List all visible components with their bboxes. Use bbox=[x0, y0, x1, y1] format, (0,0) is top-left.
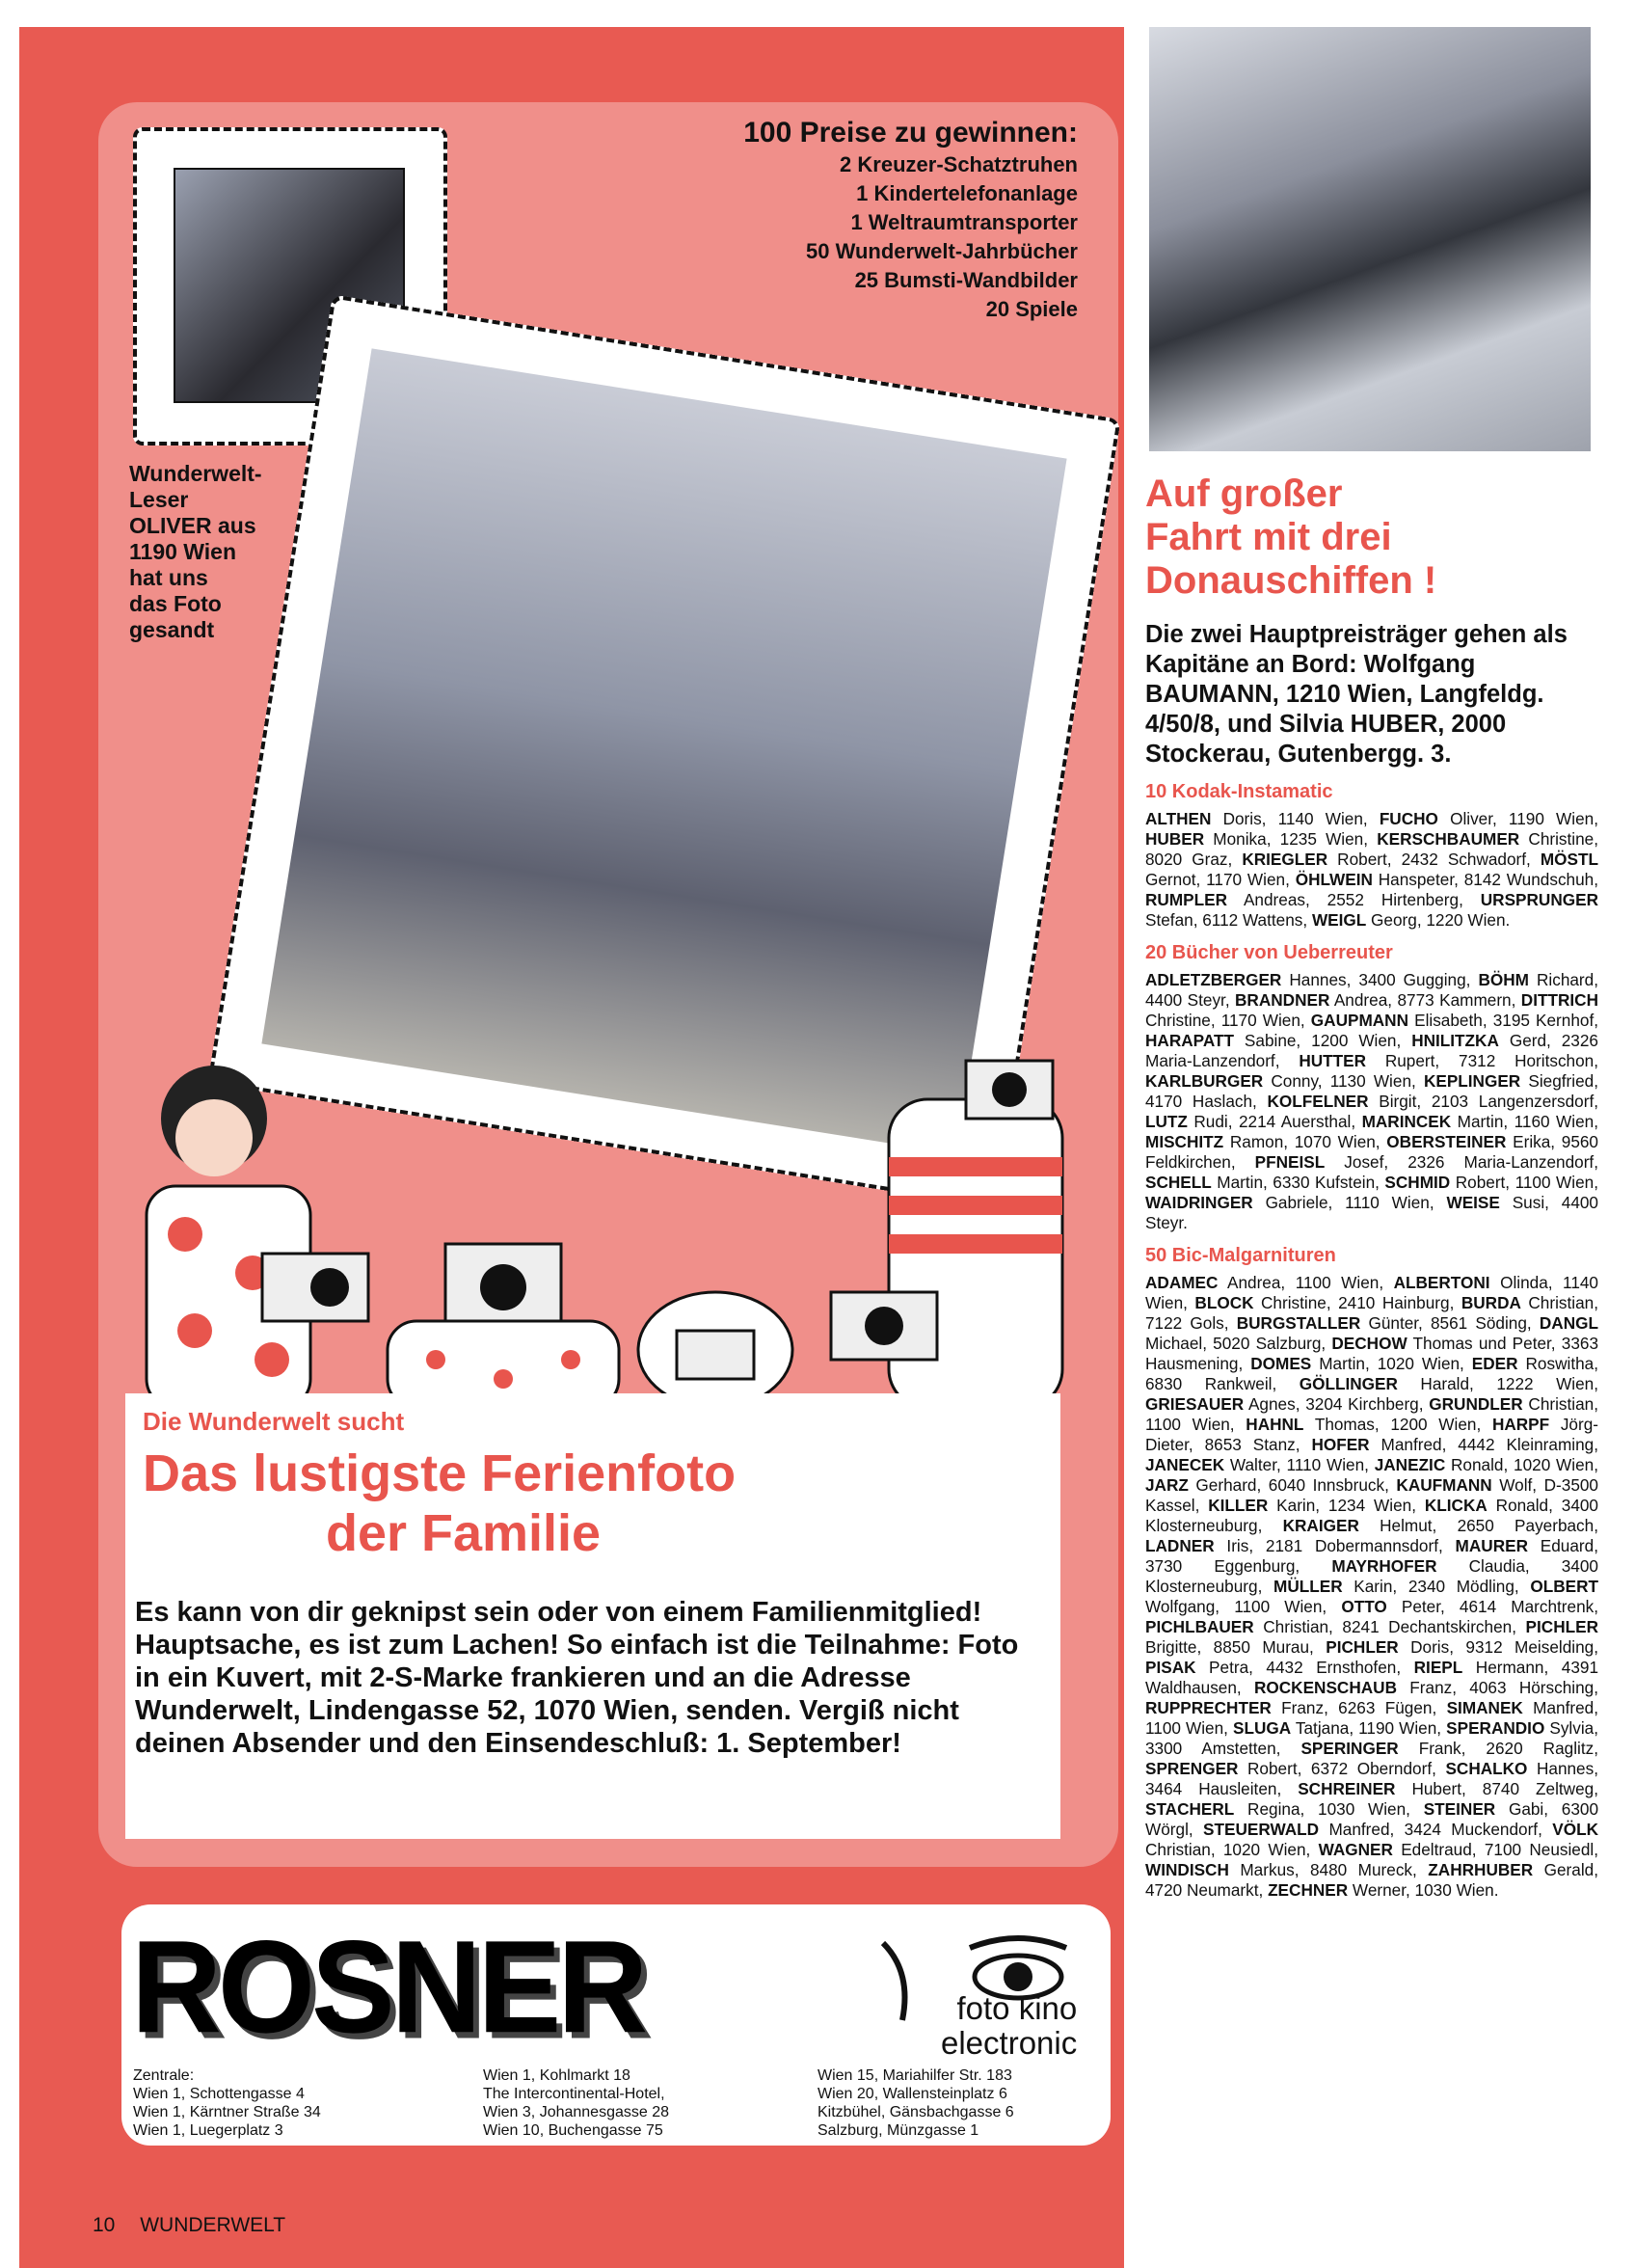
winner-surname: GRIESAUER bbox=[1145, 1394, 1245, 1414]
prize-item: 1 Weltraumtransporter bbox=[850, 210, 1078, 234]
winner-surname: ÖHLWEIN bbox=[1295, 870, 1373, 889]
winner-details: Christian, 1100 Wien, bbox=[1145, 1394, 1599, 1434]
winner-surname: SLUGA bbox=[1233, 1718, 1292, 1738]
winner-details: Erika, 9560 Feldkirchen, bbox=[1145, 1132, 1598, 1172]
winner-surname: ALBERTONI bbox=[1393, 1273, 1490, 1292]
winner-surname: KOLFELNER bbox=[1267, 1092, 1369, 1111]
winner-details: Edeltraud, 7100 Neusiedl, bbox=[1392, 1840, 1598, 1859]
winner-surname: MÖSTL bbox=[1540, 850, 1598, 869]
winner-surname: BURGSTALLER bbox=[1236, 1313, 1361, 1333]
prize-item: 1 Kindertelefonanlage bbox=[856, 181, 1078, 205]
winner-surname: GRUNDLER bbox=[1429, 1394, 1523, 1414]
page-footer bbox=[93, 2214, 305, 2237]
winner-details: Christian, 7122 Gols, bbox=[1145, 1293, 1598, 1333]
winner-details: Sylvia, 3300 Amstetten, bbox=[1145, 1718, 1598, 1758]
winner-surname: STEUERWALD bbox=[1203, 1820, 1320, 1839]
winner-details: Susi, 4400 Steyr. bbox=[1145, 1193, 1598, 1232]
contest-body: Es kann von dir geknipst sein oder von einem Familienmitglied! Hauptsache, es ist zum Lachen! So einfach ist die Teilnahme: Foto in ein Kuvert, mit 2-S-Marke frankieren und an die Adresse Wunderwelt, Lindengasse 52, 1070 Wien, senden. Vergiß nicht deinen Absender und den Einsendeschluß: 1. September! bbox=[135, 1597, 1019, 1759]
winner-surname: PISAK bbox=[1145, 1658, 1196, 1677]
winner-surname: RUMPLER bbox=[1145, 890, 1227, 909]
address-column-3 bbox=[818, 2066, 1014, 2140]
winner-details: Gabi, 6300 Wörgl, bbox=[1145, 1799, 1599, 1839]
winner-sections bbox=[1145, 781, 1598, 1901]
winner-surname: ALTHEN bbox=[1145, 809, 1212, 828]
winner-surname: WEIGL bbox=[1311, 910, 1367, 930]
winner-details: Georg, 1220 Wien. bbox=[1366, 910, 1511, 930]
address-line: Salzburg, Münzgasse 1 bbox=[818, 2122, 979, 2139]
winner-surname: KAUFMANN bbox=[1396, 1475, 1492, 1495]
winner-surname: MISCHITZ bbox=[1145, 1132, 1224, 1151]
winner-details: Birgit, 2103 Langenzersdorf, bbox=[1368, 1092, 1598, 1111]
rosner-advertisement bbox=[121, 1904, 1111, 2146]
winner-surname: KARLBURGER bbox=[1145, 1071, 1264, 1091]
winner-details: Christine, 8020 Graz, bbox=[1145, 829, 1598, 869]
caption-line: 1190 Wien bbox=[129, 539, 237, 564]
address-line: Wien 3, Johannesgasse 28 bbox=[483, 2104, 670, 2120]
winner-details: Christine, 2410 Hainburg, bbox=[1253, 1293, 1461, 1312]
winner-surname: SCHMID bbox=[1384, 1173, 1451, 1192]
ad-tagline bbox=[941, 1991, 1077, 2061]
winner-surname: URSPRUNGER bbox=[1480, 890, 1598, 909]
winner-details: Frank, 2620 Raglitz, bbox=[1398, 1739, 1598, 1758]
winner-details: Walter, 1110 Wien, bbox=[1224, 1455, 1375, 1474]
caption-line: hat uns bbox=[129, 565, 208, 590]
winner-details: Hermann, 4391 Waldhausen, bbox=[1145, 1658, 1598, 1697]
winners-title bbox=[1145, 472, 1598, 603]
winner-surname: OLBERT bbox=[1530, 1577, 1599, 1596]
winner-details: Markus, 8480 Mureck, bbox=[1228, 1860, 1429, 1879]
prize-heading: 100 Preise zu gewinnen: bbox=[743, 117, 1078, 148]
winner-details: Brigitte, 8850 Murau, bbox=[1145, 1637, 1327, 1657]
caption-line: gesandt bbox=[129, 617, 215, 642]
winner-details: Roswitha, 6830 Rankweil, bbox=[1145, 1354, 1598, 1393]
winner-surname: MAYRHOFER bbox=[1331, 1556, 1437, 1576]
tagline-2: electronic bbox=[941, 2025, 1078, 2061]
girl-left-figure bbox=[147, 1066, 310, 1408]
main-winners-lead: Die zwei Hauptpreisträger gehen als Kapitäne an Bord: Wolfgang BAUMANN, 1210 Wien, Langfeldg. 4/50/8, und Silvia HUBER, 2000 Stockerau, Gutenbergg. 3. bbox=[1145, 621, 1568, 768]
winner-details: Josef, 2326 Maria-Lanzendorf, bbox=[1325, 1152, 1598, 1172]
winner-surname: HOFER bbox=[1311, 1435, 1370, 1454]
winner-surname: PFNEISL bbox=[1254, 1152, 1326, 1172]
camera-2 bbox=[445, 1244, 561, 1321]
winner-surname: DANGL bbox=[1539, 1313, 1598, 1333]
section-title: 10 Kodak-Instamatic bbox=[1145, 781, 1333, 802]
winner-surname: HARAPATT bbox=[1145, 1031, 1234, 1050]
address-line: Wien 15, Mariahilfer Str. 183 bbox=[818, 2067, 1012, 2084]
winner-details: Siegfried, 4170 Haslach, bbox=[1145, 1071, 1598, 1111]
winner-surname: HARPF bbox=[1491, 1415, 1550, 1434]
camera-1 bbox=[262, 1254, 368, 1321]
winner-details: Gerald, 4720 Neumarkt, bbox=[1145, 1860, 1598, 1900]
winner-surname: WINDISCH bbox=[1145, 1860, 1229, 1879]
winner-details: Sabine, 1200 Wien, bbox=[1233, 1031, 1412, 1050]
section-title: 20 Bücher von Ueberreuter bbox=[1145, 942, 1393, 963]
winner-details: Jörg-Dieter, 8653 Stanz, bbox=[1145, 1415, 1598, 1454]
winner-surname: SPERINGER bbox=[1300, 1739, 1399, 1758]
winner-surname: SCHREINER bbox=[1298, 1779, 1396, 1798]
winner-details: Martin, 6330 Kufstein, bbox=[1211, 1173, 1385, 1192]
winner-details: Manfred, 1100 Wien, bbox=[1145, 1698, 1598, 1738]
winner-surname: WAGNER bbox=[1318, 1840, 1393, 1859]
tagline-1: foto kino bbox=[956, 1990, 1078, 2026]
winner-surname: JANEZIC bbox=[1374, 1455, 1446, 1474]
winner-surname: PICHLER bbox=[1326, 1637, 1399, 1657]
winner-list bbox=[1145, 1273, 1598, 1901]
winner-details: Peter, 4614 Marchtrenk, bbox=[1386, 1597, 1598, 1616]
winner-details: Günter, 8561 Söding, bbox=[1360, 1313, 1540, 1333]
winner-surname: SPRENGER bbox=[1145, 1759, 1239, 1778]
winner-details: Gerhard, 6040 Innsbruck, bbox=[1188, 1475, 1397, 1495]
winner-details: Tatjana, 1190 Wien, bbox=[1291, 1718, 1447, 1738]
address-line: Zentrale: bbox=[133, 2067, 195, 2084]
winner-details: Ronald, 3400 Klosterneuburg, bbox=[1145, 1496, 1598, 1535]
winner-surname: BÖHM bbox=[1478, 970, 1529, 989]
winner-details: Helmut, 2650 Payerbach, bbox=[1358, 1516, 1598, 1535]
winner-surname: BURDA bbox=[1461, 1293, 1521, 1312]
winner-details: Ronald, 1020 Wien, bbox=[1445, 1455, 1598, 1474]
danube-ship-photo bbox=[1149, 27, 1591, 451]
winner-list bbox=[1145, 970, 1598, 1233]
winner-details: Christine, 1170 Wien, bbox=[1145, 1011, 1311, 1030]
winner-surname: DITTRICH bbox=[1520, 990, 1598, 1010]
winner-surname: OBERSTEINER bbox=[1386, 1132, 1507, 1151]
contest-headline bbox=[143, 1444, 736, 1563]
prize-item: 2 Kreuzer-Schatztruhen bbox=[840, 152, 1078, 176]
winner-list bbox=[1145, 809, 1598, 931]
winner-surname: ROCKENSCHAUB bbox=[1253, 1678, 1397, 1697]
child-camera-3 bbox=[638, 1292, 792, 1408]
winner-surname: KEPLINGER bbox=[1423, 1071, 1521, 1091]
winner-surname: JARZ bbox=[1145, 1475, 1189, 1495]
winner-surname: KERSCHBAUMER bbox=[1377, 829, 1520, 849]
winner-details: Hannes, 3400 Gugging, bbox=[1281, 970, 1479, 989]
winner-surname: JANECEK bbox=[1145, 1455, 1225, 1474]
address-line: Wien 20, Wallensteinplatz 6 bbox=[818, 2086, 1007, 2102]
winner-details: Manfred, 4442 Kleinraming, bbox=[1369, 1435, 1598, 1454]
winner-surname: OTTO bbox=[1341, 1597, 1387, 1616]
winner-surname: ADLETZBERGER bbox=[1145, 970, 1282, 989]
address-line: Wien 10, Buchengasse 75 bbox=[483, 2122, 663, 2139]
winner-details: Franz, 4063 Hörsching, bbox=[1397, 1678, 1598, 1697]
winner-surname: KLICKA bbox=[1424, 1496, 1488, 1515]
children-beach-tent-image bbox=[261, 348, 1066, 1153]
caption-line: das Foto bbox=[129, 591, 222, 616]
winner-details: Gernot, 1170 Wien, bbox=[1145, 870, 1296, 889]
winner-surname: RIEPL bbox=[1413, 1658, 1463, 1677]
prize-item: 25 Bumsti-Wandbilder bbox=[854, 268, 1078, 292]
prize-item: 50 Wunderwelt-Jahrbücher bbox=[806, 239, 1078, 263]
prize-list bbox=[743, 116, 1078, 324]
headline-line-1: Das lustigste Ferienfoto bbox=[143, 1444, 737, 1502]
address-line: The Intercontinental-Hotel, bbox=[483, 2086, 665, 2102]
winner-details: Franz, 6263 Fügen, bbox=[1271, 1698, 1447, 1717]
winner-surname: PICHLBAUER bbox=[1145, 1617, 1254, 1636]
winner-details: Olinda, 1140 Wien, bbox=[1145, 1273, 1598, 1312]
rosner-logo: ROSNER bbox=[131, 1912, 645, 2061]
address-line: Wien 1, Luegerplatz 3 bbox=[133, 2122, 283, 2139]
winner-surname: EDER bbox=[1471, 1354, 1518, 1373]
magazine-name: WUNDERWELT bbox=[140, 2214, 286, 2236]
winner-surname: ZAHRHUBER bbox=[1428, 1860, 1534, 1879]
winner-details: Christian, 1020 Wien, bbox=[1145, 1840, 1319, 1859]
winner-details: Agnes, 3204 Kirchberg, bbox=[1244, 1394, 1430, 1414]
winner-surname: BRANDNER bbox=[1235, 990, 1330, 1010]
winner-details: Robert, 6372 Oberndorf, bbox=[1238, 1759, 1446, 1778]
page-number: 10 bbox=[93, 2214, 116, 2236]
winner-details: Martin, 1020 Wien, bbox=[1311, 1354, 1472, 1373]
winner-surname: DECHOW bbox=[1331, 1334, 1407, 1353]
winner-details: Doris, 1140 Wien, bbox=[1211, 809, 1380, 828]
winner-details: Werner, 1030 Wien. bbox=[1348, 1880, 1499, 1900]
girl-right-figure bbox=[831, 1061, 1062, 1408]
winner-surname: KRIEGLER bbox=[1242, 850, 1328, 869]
caption-line: Leser bbox=[129, 487, 189, 512]
address-line: Wien 1, Schottengasse 4 bbox=[133, 2086, 305, 2102]
winner-details: Elisabeth, 3195 Kernhof, bbox=[1408, 1011, 1599, 1030]
winner-details: Rudi, 2214 Auersthal, bbox=[1187, 1112, 1362, 1131]
winner-surname: ADAMEC bbox=[1145, 1273, 1219, 1292]
winner-details: Karin, 2340 Mödling, bbox=[1342, 1577, 1531, 1596]
winner-details: Michael, 5020 Salzburg, bbox=[1145, 1334, 1332, 1353]
winner-surname: HUBER bbox=[1145, 829, 1205, 849]
section-title: 50 Bic-Malgarnituren bbox=[1145, 1245, 1336, 1266]
title-line: Fahrt mit drei bbox=[1145, 516, 1392, 558]
prize-item: 20 Spiele bbox=[985, 297, 1078, 321]
winner-surname: STACHERL bbox=[1145, 1799, 1235, 1819]
winner-surname: MAURER bbox=[1455, 1536, 1528, 1555]
winner-surname: SPERANDIO bbox=[1446, 1718, 1545, 1738]
winner-details: Andrea, 1100 Wien, bbox=[1218, 1273, 1394, 1292]
winner-details: Robert, 2432 Schwadorf, bbox=[1327, 850, 1541, 869]
winner-details: Harald, 1222 Wien, bbox=[1397, 1374, 1598, 1393]
winner-surname: SCHELL bbox=[1145, 1173, 1212, 1192]
title-line: Auf großer bbox=[1145, 472, 1343, 515]
winner-details: Wolf, D-3500 Kassel, bbox=[1145, 1475, 1598, 1515]
caption-line: OLIVER aus bbox=[129, 513, 256, 538]
winner-details: Rupert, 7312 Horitschon, bbox=[1366, 1051, 1598, 1070]
winner-details: Conny, 1130 Wien, bbox=[1263, 1071, 1424, 1091]
winner-surname: DOMES bbox=[1250, 1354, 1312, 1373]
caption-line: Wunderwelt- bbox=[129, 461, 262, 486]
winner-surname: BLOCK bbox=[1194, 1293, 1254, 1312]
winner-details: Thomas, 1200 Wien, bbox=[1303, 1415, 1492, 1434]
title-line: Donauschiffen ! bbox=[1145, 559, 1437, 602]
winner-surname: HNILITZKA bbox=[1411, 1031, 1499, 1050]
winner-details: Thomas und Peter, 3363 Hausmening, bbox=[1145, 1334, 1598, 1373]
winner-details: Karin, 1234 Wien, bbox=[1268, 1496, 1425, 1515]
contest-headline-box bbox=[125, 1393, 1060, 1839]
winner-details: Hannes, 3464 Hausleiten, bbox=[1145, 1759, 1598, 1798]
winner-details: Regina, 1030 Wien, bbox=[1234, 1799, 1424, 1819]
winner-details: Richard, 4400 Steyr, bbox=[1145, 970, 1598, 1010]
winner-surname: KILLER bbox=[1208, 1496, 1269, 1515]
address-column-1 bbox=[133, 2066, 321, 2140]
winner-details: Andreas, 2552 Hirtenberg, bbox=[1226, 890, 1481, 909]
winner-surname: KRAIGER bbox=[1282, 1516, 1359, 1535]
winner-details: Monika, 1235 Wien, bbox=[1204, 829, 1378, 849]
winner-surname: MÜLLER bbox=[1273, 1577, 1343, 1596]
winner-surname: HUTTER bbox=[1299, 1051, 1367, 1070]
winner-details: Oliver, 1190 Wien, bbox=[1437, 809, 1598, 828]
winner-details: Iris, 2181 Dobermannsdorf, bbox=[1214, 1536, 1456, 1555]
winner-surname: STEINER bbox=[1423, 1799, 1496, 1819]
winner-details: Gerd, 2326 Maria-Lanzendorf, bbox=[1145, 1031, 1598, 1070]
winner-details: Martin, 1160 Wien, bbox=[1451, 1112, 1598, 1131]
winner-surname: RUPPRECHTER bbox=[1145, 1698, 1272, 1717]
address-line: Kitzbühel, Gänsbachgasse 6 bbox=[818, 2104, 1014, 2120]
winner-surname: ZECHNER bbox=[1268, 1880, 1349, 1900]
winner-surname: LADNER bbox=[1145, 1536, 1215, 1555]
winner-details: Petra, 4432 Ernsthofen, bbox=[1195, 1658, 1414, 1677]
winner-surname: GAUPMANN bbox=[1310, 1011, 1409, 1030]
winner-details: Claudia, 3400 Klosterneuburg, bbox=[1145, 1556, 1598, 1596]
winner-surname: WAIDRINGER bbox=[1145, 1193, 1253, 1212]
winner-details: Manfred, 3424 Muckendorf, bbox=[1319, 1820, 1553, 1839]
winner-surname: VÖLK bbox=[1552, 1820, 1598, 1839]
winner-surname: HAHNL bbox=[1246, 1415, 1304, 1434]
winner-surname: FUCHO bbox=[1379, 809, 1438, 828]
winner-surname: LUTZ bbox=[1145, 1112, 1188, 1131]
winner-surname: SIMANEK bbox=[1446, 1698, 1523, 1717]
winner-surname: PICHLER bbox=[1525, 1617, 1598, 1636]
winner-details: Gabriele, 1110 Wien, bbox=[1252, 1193, 1447, 1212]
address-line: Wien 1, Kärntner Straße 34 bbox=[133, 2104, 321, 2120]
winner-surname: MARINCEK bbox=[1361, 1112, 1452, 1131]
winner-surname: GÖLLINGER bbox=[1299, 1374, 1398, 1393]
address-line: Wien 1, Kohlmarkt 18 bbox=[483, 2067, 630, 2084]
winner-details: Hubert, 8740 Zeltweg, bbox=[1395, 1779, 1598, 1798]
winner-surname: WEISE bbox=[1446, 1193, 1500, 1212]
winner-details: Christian, 8241 Dechantskirchen, bbox=[1253, 1617, 1526, 1636]
address-column-2 bbox=[483, 2066, 669, 2140]
winner-details: Hanspeter, 8142 Wundschuh, bbox=[1372, 870, 1598, 889]
winner-details: Ramon, 1070 Wien, bbox=[1223, 1132, 1387, 1151]
contest-kicker: Die Wunderwelt sucht bbox=[143, 1407, 405, 1436]
winner-details: Doris, 9312 Meiselding, bbox=[1398, 1637, 1598, 1657]
winners-column bbox=[1145, 472, 1598, 1901]
winner-details: Andrea, 8773 Kammern, bbox=[1329, 990, 1521, 1010]
winner-surname: SCHALKO bbox=[1445, 1759, 1528, 1778]
winner-details: Robert, 1100 Wien, bbox=[1450, 1173, 1598, 1192]
winner-details: Wolfgang, 1100 Wien, bbox=[1145, 1597, 1342, 1616]
headline-line-2: der Familie bbox=[325, 1504, 602, 1562]
camera-kids-illustration bbox=[98, 1041, 1118, 1408]
winner-details: Stefan, 6112 Wattens, bbox=[1145, 910, 1312, 930]
winner-details: Eduard, 3730 Eggenburg, bbox=[1145, 1536, 1598, 1576]
photo-caption bbox=[129, 461, 262, 643]
